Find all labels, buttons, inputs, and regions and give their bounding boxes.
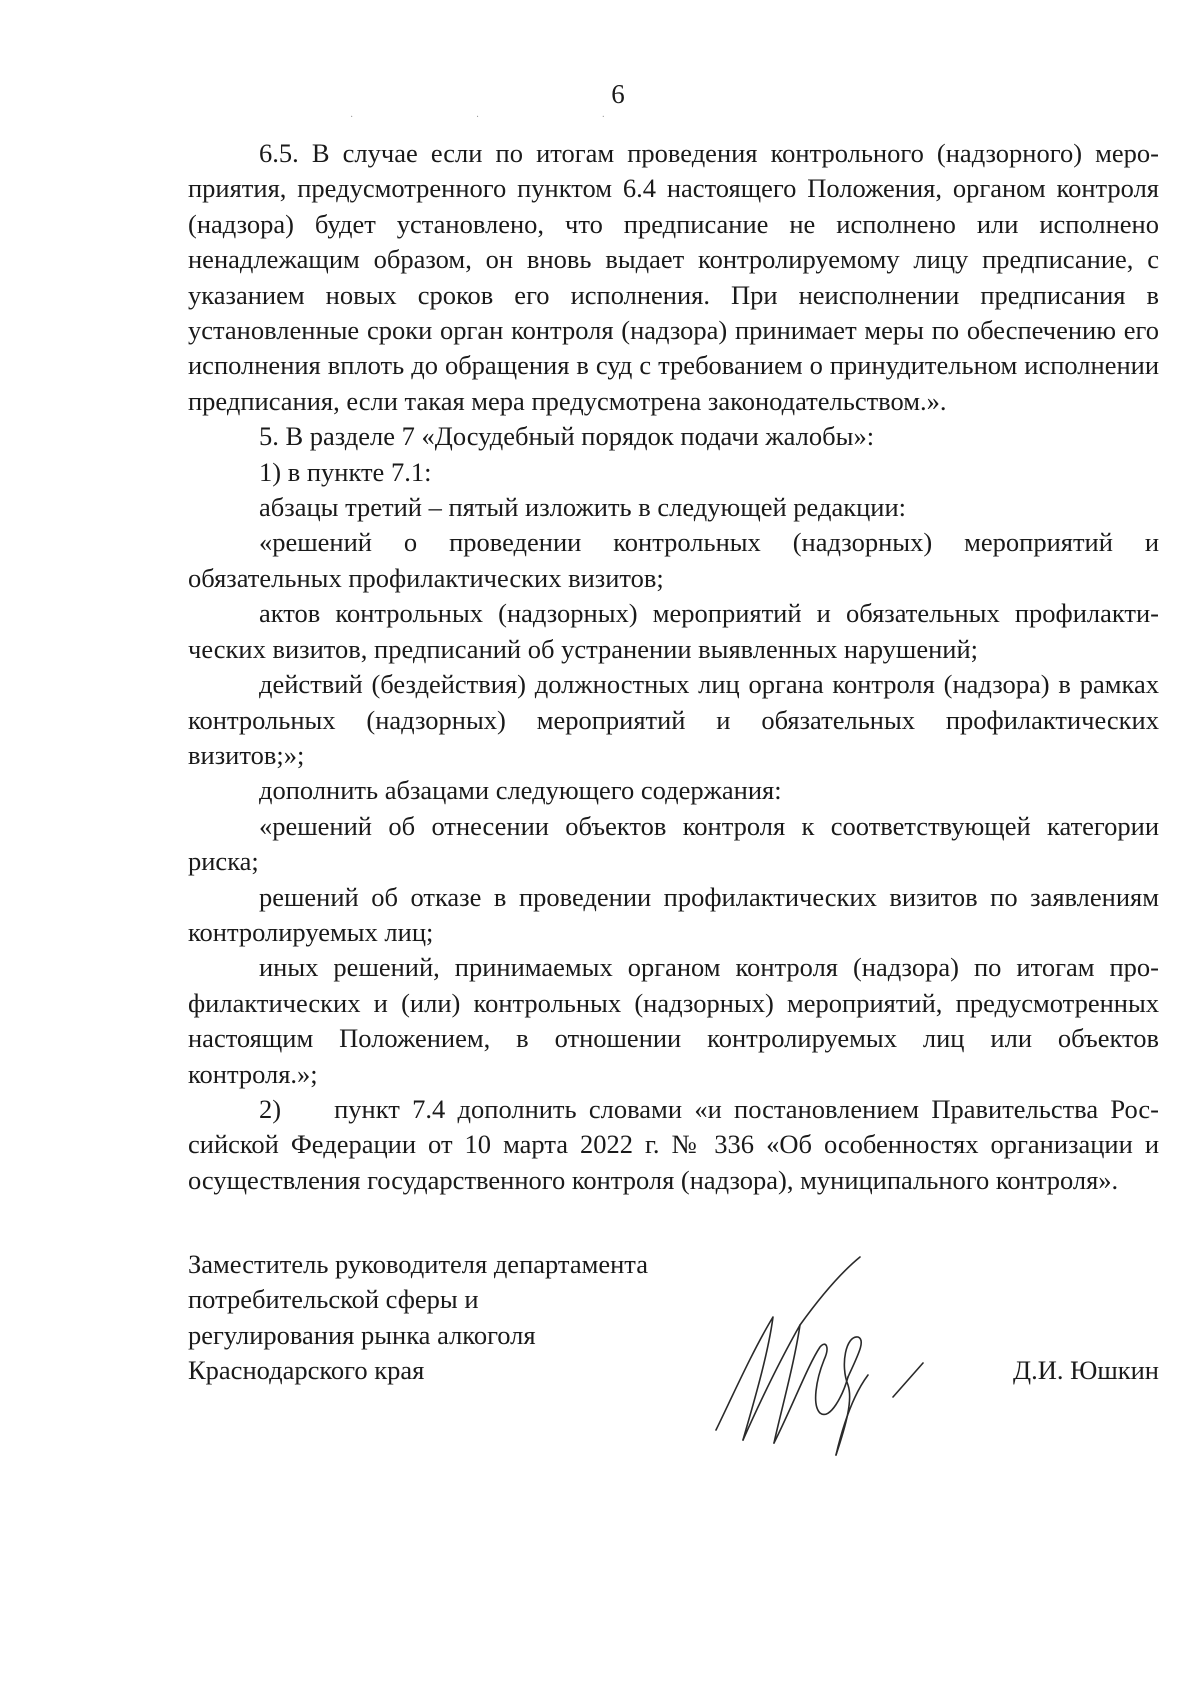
- paragraph-item-7-4: 2) пункт 7.4 дополнить словами «и постановлением Правительства Российской Федерации от 10 марта 2022 г. № 336 «Об особенностях организации и осуществления государственного контроля (надзора), муниципального контроля».: [188, 1093, 1159, 1195]
- signer-position-line: Заместитель руководителя департамента: [188, 1249, 648, 1279]
- scan-artifact: · · ·: [350, 112, 665, 123]
- paragraph-acts: актов контрольных (надзорных) мероприятий и обязательных профилактических визитов, предписаний об устранении выявленных нарушений;: [188, 598, 1159, 664]
- paragraph-decisions: «решений о проведении контрольных (надзорных) мероприятий и обязательных профилактических визитов;: [188, 527, 1159, 593]
- signature-block: [188, 1247, 1159, 1467]
- signer-position-line: потребительской сферы и: [188, 1284, 479, 1315]
- signer-position-line: регулирования рынка алкоголя: [188, 1319, 536, 1350]
- paragraph-supplement-intro: дополнить абзацами следующего содержания:: [259, 775, 782, 806]
- handwritten-signature: [708, 1255, 948, 1465]
- paragraph-other-decisions: иных решений, принимаемых органом контроля (надзора) по итогам профилактических и (или) контрольных (надзорных) мероприятий, предусмотренных настоящим Положением, в отношении контролируемых лиц или объектов контроля.»;: [188, 952, 1159, 1089]
- paragraph-6-5: 6.5. В случае если по итогам проведения контрольного (надзорного) мероприятия, предусмотренного пунктом 6.4 настоящего Положения, органом контроля (надзора) будет установлено, что предписание не исполнено или исполнено ненадлежащим образом, он вновь выдает контролируемому лицу предписание, с указанием новых сроков его исполнения. При неисполнении предписания в установленные сроки орган контроля (надзора) принимает меры по обеспечению его исполнения вплоть до обращения в суд с требованием о принудительном исполнении предписания, если такая мера предусмотрена законодательством.».: [188, 138, 1159, 416]
- signer-name: Д.И. Юшкин: [1013, 1355, 1159, 1385]
- paragraph-item-7-1: 1) в пункте 7.1:: [259, 456, 432, 487]
- paragraph-actions: действий (бездействия) должностных лиц органа контроля (надзора) в рамках контрольных (надзорных) мероприятий и обязательных профилактических визитов;»;: [188, 669, 1159, 770]
- paragraph-risk-category: «решений об отнесении объектов контроля к соответствующей категории риска;: [188, 810, 1159, 877]
- paragraph-section-7: 5. В разделе 7 «Досудебный порядок подачи жалобы»:: [259, 421, 875, 452]
- signer-position-line: Краснодарского края: [188, 1355, 425, 1386]
- document-body: [188, 136, 1159, 1198]
- signer-position: [188, 1247, 648, 1389]
- page-number: 6: [611, 79, 625, 109]
- paragraph-amendment-intro: абзацы третий – пятый изложить в следующей редакции:: [259, 492, 906, 523]
- paragraph-refusal: решений об отказе в проведении профилактических визитов по заявлениям контролируемых лиц;: [188, 881, 1159, 947]
